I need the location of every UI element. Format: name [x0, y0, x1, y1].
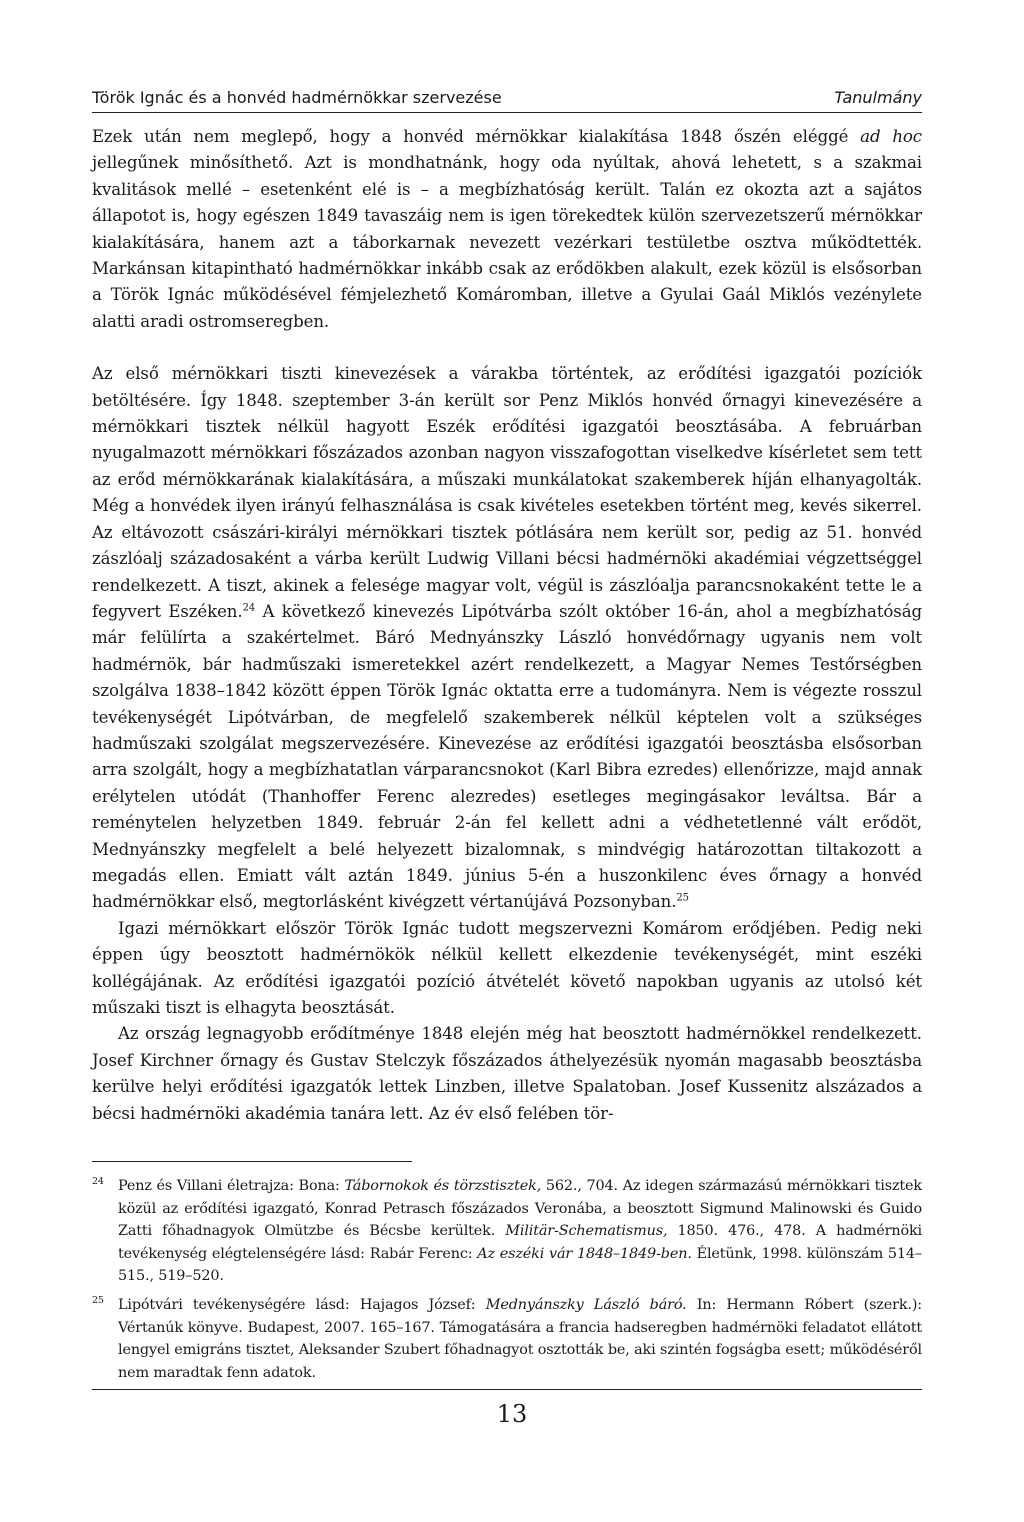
footnote-ref-25[interactable]: 25	[676, 892, 689, 904]
body-text	[92, 124, 922, 1127]
paragraph-text: jellegűnek minősíthető. Azt is mondhatnánk, hogy oda nyúltak, ahová lehetett, s a szakmai kvalitások mellé – esetenként elé is – a megbízhatóság került. Talán ez okozta azt a sajátos állapotot is, hogy egészen 1849 tavaszáig nem is igen törekedtek külön szervezetszerű mérnökkar kialakítására, hanem azt a táborkarnak nevezett vezérkari testületbe osztva működtették. Markánsan kitapintható hadmérnökkar inkább csak az erődökben alakult, ezek közül is elsősorban a Török Ignác működésével fémjelezhető Komáromban, illetve a Gyulai Gaál Miklós vezénylete alatti aradi ostromseregben.	[92, 153, 922, 331]
footnote-italic: Militär-Schematismus,	[505, 1223, 668, 1240]
section-label: Tanulmány	[834, 88, 922, 107]
footnote-text: Penz és Villani életrajza: Bona:	[118, 1178, 345, 1194]
footnote-italic: Tábornokok és törzstisztek,	[344, 1178, 542, 1194]
footnote-text: In: Hermann Róbert (szerk.): Vértanúk könyve. Budapest, 2007. 165–167. Támogatására a francia hadseregben hadmérnöki feladatot ellátott lengyel emigráns tisztet, Aleksander Szubert főhadnagyot osztották be, aki szintén fogságba esett; működéséről nem maradtak fenn adatok.	[118, 1296, 922, 1381]
footnote-text: 1850. 476., 478. A hadmérnöki tevékenység elégtelenségére lásd: Rabár Ferenc:	[118, 1223, 922, 1262]
footnote-text: Életünk, 1998. különszám 514–515., 519–520.	[118, 1245, 922, 1285]
paragraph-text: Ezek után nem meglepő, hogy a honvéd mérnökkar kialakítása 1848 őszén eléggé	[92, 127, 861, 146]
footnote-number: 25	[92, 1294, 104, 1306]
paragraph-3: Igazi mérnökkart először Török Ignác tudott megszervezni Komárom erődjében. Pedig neki éppen úgy beosztott hadmérnökök nélkül kellett elkezdenie tevékenységét, mint eszéki kollégájának. Az erődítési igazgatói pozíció átvételét követő napokban ugyanis az utolsó két műszaki tiszt is elhagyta beosztását.	[92, 918, 922, 1017]
footnote-25	[92, 1294, 922, 1384]
footnote-text: Lipótvári tevékenységére lásd: Hajagos József:	[118, 1296, 486, 1313]
italic-phrase: ad hoc	[860, 127, 922, 146]
footnote-24	[92, 1175, 922, 1288]
running-title: Török Ignác és a honvéd hadmérnökkar szervezése	[92, 88, 502, 107]
footnote-italic: Mednyánszky László báró.	[485, 1296, 687, 1313]
footnote-italic: Az eszéki vár 1848–1849-ben.	[477, 1245, 692, 1262]
footnote-number: 24	[92, 1176, 104, 1187]
footnote-text: 562., 704. Az idegen származású mérnökkari tisztek közül az erődítési igazgató, Konrad Petrasch főszázados Veronába, a beosztott Sigmund Malinowski és Guido Zatti főhadnagyok Olmützbe és Bécsbe kerültek.	[118, 1178, 922, 1240]
running-header	[92, 86, 922, 113]
page-bottom-rule	[92, 1389, 922, 1390]
footnote-separator	[92, 1161, 412, 1162]
paragraph-text: Az első mérnökkari tiszti kinevezések a várakba történtek, az erődítési igazgatói pozíciók betöltésére. Így 1848. szeptember 3-án került sor Penz Miklós honvéd őrnagyi kinevezésére a mérnökkari tisztek nélkül hagyott Eszék erődítési igazgatói beosztásába. A februárban nyugalmazott mérnökkari főszázados azonban nagyon visszafogottan viselkedve kísérletet sem tett az erőd mérnökkarának kialakítására, a műszaki munkálatokat szakemberek híján elhanyagolták. Még a honvédek ilyen irányú felhasználása is csak kivételes esetekben történt meg, kevés sikerrel. Az eltávozott császári-királyi mérnökkari tisztek pótlására nem került sor, pedig az 51. honvéd zászlóalj századosaként a várba került Ludwig Villani bécsi hadmérnöki akadémiai végzettséggel rendelkezett. A tiszt, akinek a felesége magyar volt, végül is zászlóalja parancsnokaként tette le a fegyvert Eszéken.	[92, 364, 922, 621]
page-number: 13	[496, 1400, 528, 1428]
paragraph-1	[92, 124, 922, 335]
paragraph-text: A következő kinevezés Lipótvárba szólt október 16-án, ahol a megbízhatóság már felülírta a szakértelmet. Báró Mednyánszky László honvédőrnagy ugyanis nem volt hadmérnök, bár hadműszaki ismeretekkel azért rendelkezett, a Magyar Nemes Testőrségben szolgálva 1838–1842 között éppen Török Ignác oktatta erre a tudományra. Nem is végezte rosszul tevékenységét Lipótvárban, de megfelelő szakemberek nélkül képtelen volt a szükséges hadműszaki szolgálat megszervezésére. Kinevezése az erődítési igazgatói beosztásba elsősorban arra szolgált, hogy a megbízhatatlan várparancsnokot (Karl Bibra ezredes) ellenőrizze, majd annak erélytelen utódát (Thanhoffer Ferenc alezredes) esetleges megingásakor leváltsa. Bár a reménytelen helyzetben 1849. február 2-án fel kellett adni a védhetetlenné vált erődöt, Mednyánszky megfelelt a belé helyezett bizalomnak, s mindvégig határozottan tiltakozott a megadás ellen. Emiatt vált aztán 1849. június 5-én a huszonkilenc éves őrnagy a honvéd hadmérnökkar első, megtorlásként kivégzett vértanújává Pozsonyban.	[92, 601, 923, 912]
footnote-ref-24[interactable]: 24	[242, 602, 256, 614]
paragraph-2	[92, 361, 922, 916]
footnotes	[92, 1175, 922, 1390]
paragraph-4: Az ország legnagyobb erődítménye 1848 elején még hat beosztott hadmérnökkel rendelkezett. Josef Kirchner őrnagy és Gustav Stelczyk főszázados áthelyezésük nyomán magasabb beosztásba kerülve helyi erődítési igazgatók lettek Linzben, illetve Spalatoban. Josef Kussenitz alszázados a bécsi hadmérnöki akadémia tanára lett. Az év első felében tör-	[92, 1024, 922, 1123]
